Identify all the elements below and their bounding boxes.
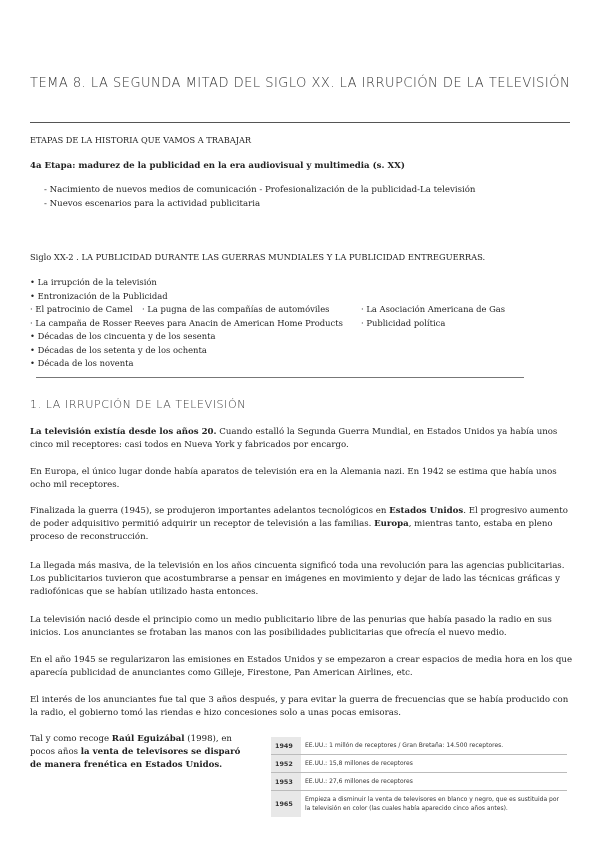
event-cell: EE.UU.: 15,8 millones de receptores [301,755,567,773]
year-cell: 1949 [271,737,301,755]
topic-item: • Entronización de la Publicidad [30,291,168,301]
topic-item: • Décadas de los setenta y de los ochenta [30,345,207,355]
topic-item: · La pugna de las compañías de automóviles [142,304,330,314]
tv-sales-timeline [271,737,567,817]
paragraph-text: Cuando estalló la Segunda Guerra Mundial, en Estados Unidos ya había unos cinco mil receptores: casi todos en Nueva York y fabricados por encargo. [30,427,558,451]
paragraph: El interés de los anunciantes fue tal que 3 años después, y para evitar la guerra de frecuencias que se había producido con la radio, el gobierno tomó las riendas e hizo concesiones solo a unas pocas emisoras. [30,695,569,719]
paragraph: En Europa, el único lugar donde había aparatos de televisión era en la Alemania nazi. En 1942 se estima que había unos ocho mil receptores. [30,467,557,491]
paragraph [30,505,575,545]
paragraph-bold: la venta de televisores se disparó de manera frenética en Estados Unidos. [30,747,241,771]
stage4-item: - Nacimiento de nuevos medios de comunicación - Profesionalización de la publicidad-La televisión [44,185,476,195]
paragraph-text: (1998), en pocos años [30,734,232,758]
table-row [271,791,567,818]
paragraph-text: Finalizada la guerra (1945), se produjeron importantes adelantos tecnológicos en [30,506,390,516]
year-cell: 1953 [271,773,301,791]
century-line: Siglo XX-2 . LA PUBLICIDAD DURANTE LAS GUERRAS MUNDIALES Y LA PUBLICIDAD ENTREGUERRAS. [30,252,486,262]
paragraph-bold: Estados Unidos [389,506,464,516]
paragraph: La llegada más masiva, de la televisión en los años cincuenta significó toda una revolución para las agencias publicitarias. Los publicitarios tuvieron que acostumbrarse a pensar en imágenes en movimiento y dejar de lado las técnicas gráficas y radiofónicas que se habían utilizado hasta entonces. [30,561,565,598]
topic-item: • La irrupción de la televisión [30,277,157,287]
topic-item: · La Asociación Americana de Gas [361,304,506,314]
page-title: TEMA 8. LA SEGUNDA MITAD DEL SIGLO XX. LA IRRUPCIÓN DE LA TELEVISIÓN [30,76,571,91]
paragraph: En el año 1945 se regularizaron las emisiones en Estados Unidos y se empezaron a crear espacios de media hora en los que aparecía publicidad de anunciantes como Gilleje, Firestone, Pan American Airlines, etc. [30,655,573,679]
paragraph: La televisión nació desde el principio como un medio publicitario libre de las penurias que había pasado la radio en sus inicios. Los anunciantes se frotaban las manos con las posibilidades publicitarias que ofrecía el nuevo medio. [30,615,552,639]
event-cell: EE.UU.: 1 millón de receptores / Gran Bretaña: 14.500 receptores. [305,742,504,749]
paragraph-bold: Raúl Eguizábal [111,734,185,744]
paragraph-text: , mientras tanto, estaba en pleno proceso de reconstrucción. [30,519,553,543]
paragraph [30,426,575,452]
topic-item: • Década de los noventa [30,358,134,368]
stages-heading: ETAPAS DE LA HISTORIA QUE VAMOS A TRABAJAR [30,135,252,145]
topic-item: • Décadas de los cincuenta y de los sesenta [30,331,216,341]
paragraph-bold: Europa [374,519,409,530]
paragraph-text: Tal y como recoge [30,734,112,744]
table-row [271,737,567,755]
stage4-heading: 4a Etapa: madurez de la publicidad en la era audiovisual y multimedia (s. XX) [30,161,405,171]
paragraph-bold: La televisión existía desde los años 20. [30,427,217,437]
event-cell: Empieza a disminuir la venta de televisores en blanco y negro, que es sustituida por la televisión en color (las cuales había aparecido cinco años antes). [301,791,567,818]
year-cell: 1965 [271,791,301,818]
topic-item: · La campaña de Rosser Reeves para Anacin de American Home Products [30,318,343,328]
topics-divider [36,377,524,378]
topic-item: · El patrocinio de Camel [30,304,133,314]
title-divider [30,122,570,123]
section-title: 1. LA IRRUPCIÓN DE LA TELEVISIÓN [30,398,247,411]
paragraph-text: . El progresivo aumento de poder adquisitivo permitió adquirir un receptor de televisión a las familias. [30,506,568,530]
stage4-item: - Nuevos escenarios para la actividad publicitaria [44,199,261,209]
table-row [271,755,567,773]
table-row [271,773,567,791]
event-cell: EE.UU.: 27,6 millones de receptores [301,773,567,791]
year-cell: 1952 [271,755,301,773]
paragraph [30,733,252,773]
topic-item: · Publicidad política [361,318,446,328]
